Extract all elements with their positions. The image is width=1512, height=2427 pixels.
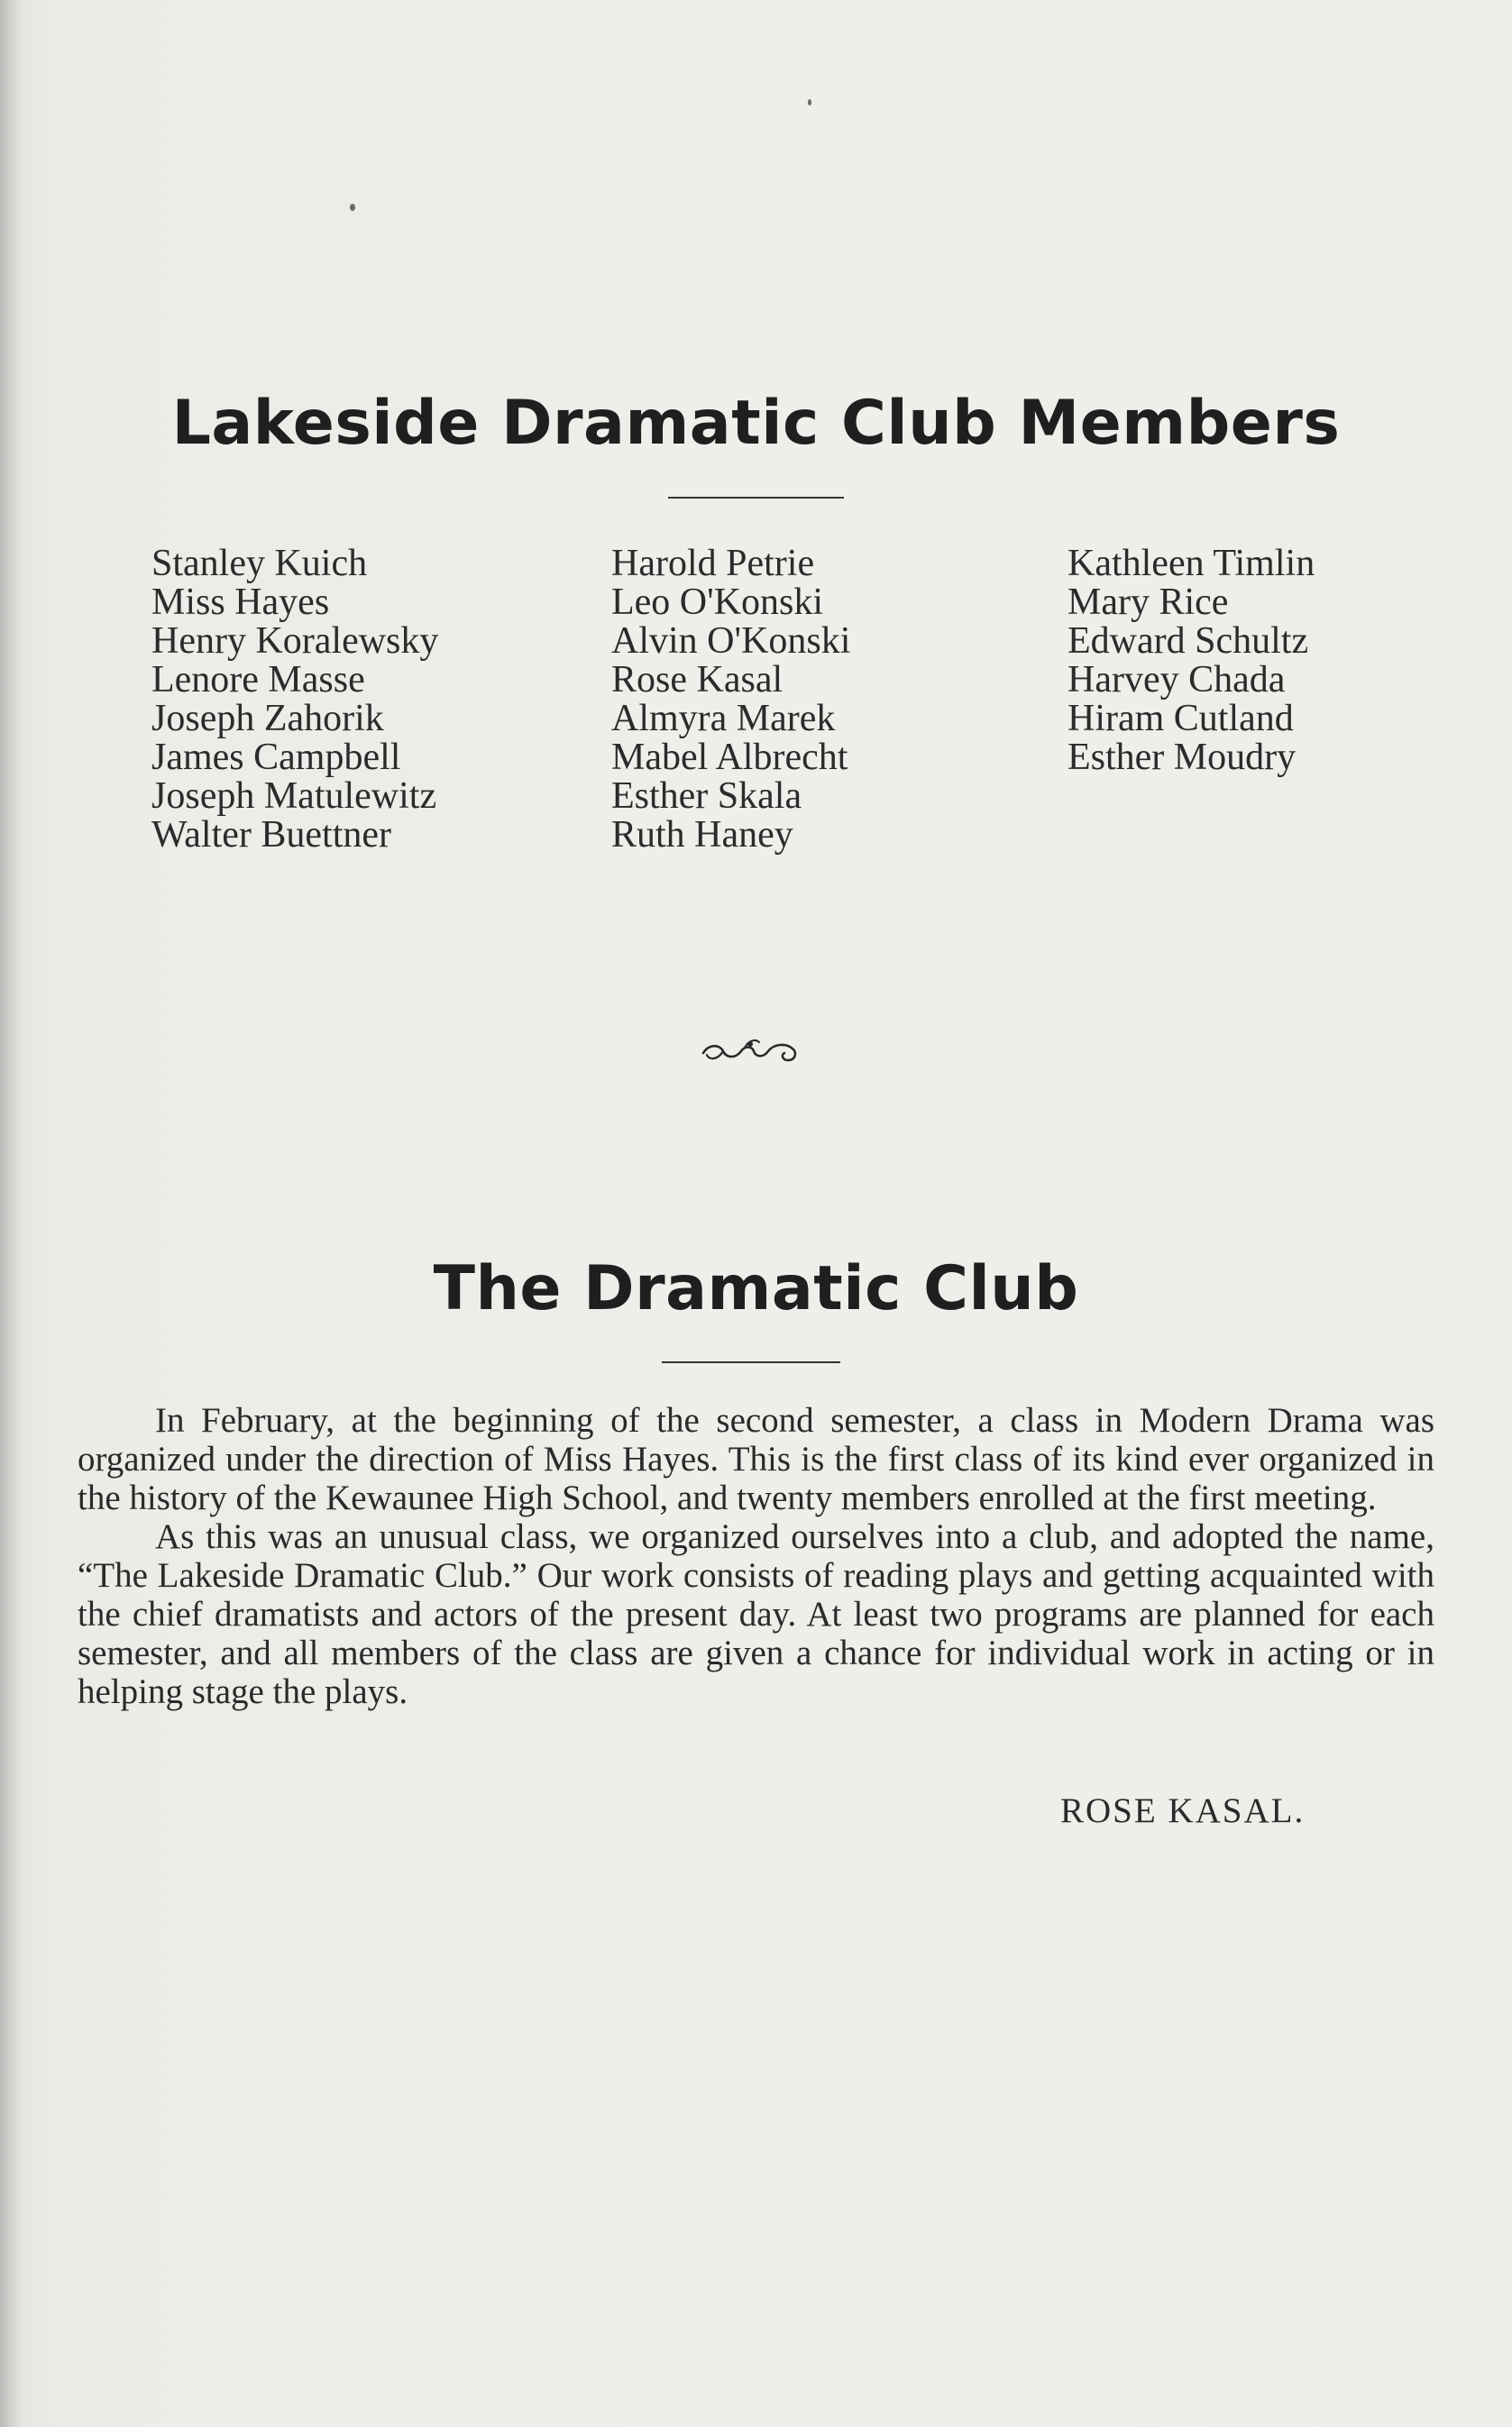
member-name: Miss Hayes: [151, 582, 330, 623]
title-underline: [662, 1361, 840, 1363]
ink-speck: [350, 204, 355, 211]
title-underline: [668, 497, 844, 499]
article-paragraph: In February, at the beginning of the second semester, a class in Modern Drama was organized under the direction of Miss Hayes. This is the first class of its kind ever organized in the history of the Kewaunee High School, and twenty members enrolled at the first meeting.: [78, 1401, 1434, 1517]
article-paragraph: As this was an unusual class, we organized ourselves into a club, and adopted the name, “The Lakeside Dramatic Club.” Our work consists of reading plays and getting acquainted with the chief dramatists and actors of the present day. At least two programs are planned for each semester, and all members of the class are given a chance for individual work in acting or in helping stage the plays.: [78, 1517, 1434, 1711]
member-name: Almyra Marek: [611, 698, 836, 739]
member-name: Rose Kasal: [611, 659, 783, 701]
member-name: Harold Petrie: [611, 543, 815, 584]
members-column-3: [1068, 545, 1500, 777]
member-name: Kathleen Timlin: [1068, 543, 1315, 584]
member-name: Lenore Masse: [151, 659, 365, 701]
ink-speck: [808, 99, 811, 105]
member-name: Ruth Haney: [611, 814, 793, 856]
members-column-2: [611, 545, 1044, 855]
member-name: James Campbell: [151, 737, 401, 778]
member-name: Esther Moudry: [1068, 737, 1297, 778]
member-name: Joseph Matulewitz: [151, 775, 437, 817]
member-name: Mabel Albrecht: [611, 737, 848, 778]
member-name: Joseph Zahorik: [151, 698, 384, 739]
scroll-flourish-icon: [700, 1035, 801, 1067]
members-title: Lakeside Dramatic Club Members: [171, 388, 1341, 459]
members-column-1: [151, 545, 584, 855]
member-name: Mary Rice: [1068, 582, 1229, 623]
member-name: Henry Koralewsky: [151, 620, 439, 662]
member-name: Leo O'Konski: [611, 582, 824, 623]
member-name: Alvin O'Konski: [611, 620, 851, 662]
member-name: Hiram Cutland: [1068, 698, 1294, 739]
author-signature: ROSE KASAL.: [1060, 1791, 1306, 1830]
member-name: Esther Skala: [611, 775, 802, 817]
club-title: The Dramatic Club: [433, 1253, 1079, 1324]
member-name: Edward Schultz: [1068, 620, 1309, 662]
club-article: [78, 1401, 1434, 1711]
member-name: Harvey Chada: [1068, 659, 1286, 701]
member-name: Walter Buettner: [151, 814, 392, 856]
member-name: Stanley Kuich: [151, 543, 368, 584]
